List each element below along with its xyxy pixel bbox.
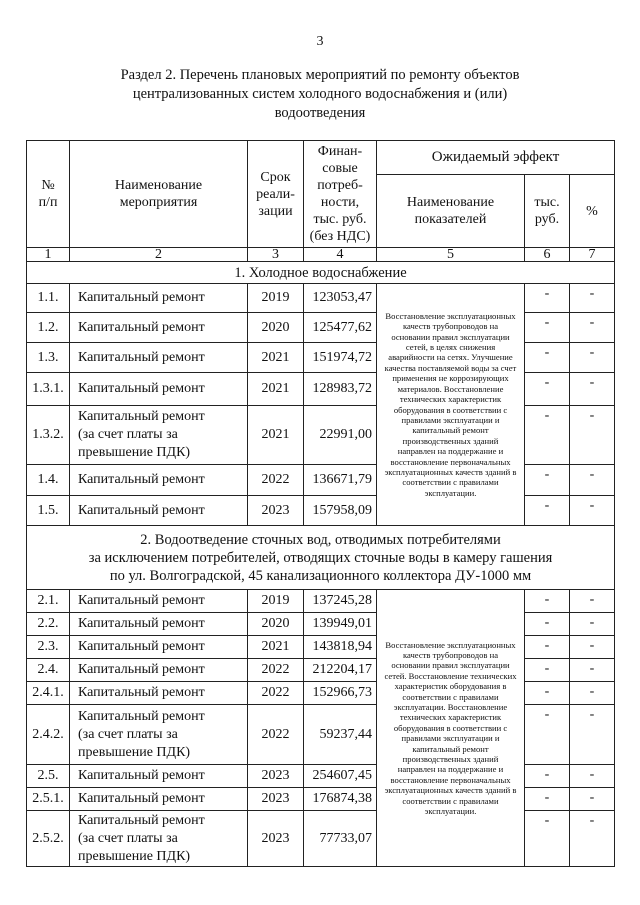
row-percent: - (570, 788, 615, 811)
header-percent: % (570, 175, 615, 248)
row-amount: 176874,38 (304, 788, 377, 811)
row-name: Капитальный ремонт (70, 496, 248, 526)
row-number: 1.5. (27, 496, 70, 526)
row-thous: - (525, 636, 570, 659)
table-row (27, 613, 615, 636)
col-number: 3 (248, 248, 304, 262)
table-row (27, 284, 615, 313)
row-name: Капитальный ремонт (70, 284, 248, 313)
section-title-line-1: Раздел 2. Перечень плановых мероприятий по ремонту объектов (120, 67, 520, 83)
row-amount: 152966,73 (304, 682, 377, 705)
row-number: 2.5.2. (27, 811, 70, 867)
section-2-title (27, 526, 615, 590)
row-year: 2021 (248, 343, 304, 373)
col-number: 4 (304, 248, 377, 262)
row-percent: - (570, 659, 615, 682)
section-title-line-3: водоотведения (274, 105, 366, 121)
row-amount: 59237,44 (304, 705, 377, 765)
row-name: Капитальный ремонт (70, 788, 248, 811)
row-thous: - (525, 659, 570, 682)
row-percent: - (570, 343, 615, 373)
table-row (27, 659, 615, 682)
row-number: 2.4.2. (27, 705, 70, 765)
row-name: Капитальный ремонт (70, 590, 248, 613)
row-name: Капитальный ремонт (70, 343, 248, 373)
row-percent: - (570, 465, 615, 496)
row-number: 2.5. (27, 765, 70, 788)
row-thous: - (525, 284, 570, 313)
row-amount: 137245,28 (304, 590, 377, 613)
row-thous: - (525, 465, 570, 496)
row-amount: 212204,17 (304, 659, 377, 682)
header-name: Наименование мероприятия (70, 141, 248, 248)
row-amount: 151974,72 (304, 343, 377, 373)
row-number: 1.3.1. (27, 373, 70, 406)
table-row (27, 682, 615, 705)
row-number: 1.3.2. (27, 406, 70, 465)
table-row (27, 765, 615, 788)
row-number: 2.2. (27, 613, 70, 636)
row-percent: - (570, 313, 615, 343)
row-name: Капитальный ремонт (за счет платы за превышение ПДК) (70, 811, 248, 867)
table-row (27, 406, 615, 465)
col-number: 7 (570, 248, 615, 262)
col-number: 6 (525, 248, 570, 262)
row-thous: - (525, 613, 570, 636)
row-year: 2022 (248, 659, 304, 682)
row-year: 2023 (248, 765, 304, 788)
section-title (80, 66, 560, 123)
header-thous: тыс. руб. (525, 175, 570, 248)
row-thous: - (525, 765, 570, 788)
row-number: 2.1. (27, 590, 70, 613)
table-row (27, 705, 615, 765)
table-row (27, 343, 615, 373)
table-row (27, 590, 615, 613)
row-year: 2020 (248, 613, 304, 636)
row-percent: - (570, 284, 615, 313)
row-thous: - (525, 590, 570, 613)
col-number: 2 (70, 248, 248, 262)
row-amount: 157958,09 (304, 496, 377, 526)
table-row (27, 636, 615, 659)
row-percent: - (570, 406, 615, 465)
row-amount: 254607,45 (304, 765, 377, 788)
section-1-effect-text: Восстановление эксплуатационных качеств трубопроводов на основании правил эксплуатации сетей, в целях снижения аварийности на сетях. Улучшение качества поставляемой воды за счет применения не коррозирующих материалов. Восстановление технических характеристик оборудования в соответствии с правилами эксплуатации и капитальный ремонт производственных зданий направлен на поддержание и восстановление первоначальных эксплуатационных качеств зданий в соответствии с правилами эксплуатации. (377, 284, 525, 526)
row-percent: - (570, 682, 615, 705)
row-amount: 139949,01 (304, 613, 377, 636)
row-year: 2020 (248, 313, 304, 343)
row-number: 1.4. (27, 465, 70, 496)
row-name: Капитальный ремонт (70, 682, 248, 705)
row-thous: - (525, 313, 570, 343)
row-thous: - (525, 788, 570, 811)
column-numbers-row (27, 248, 615, 262)
row-thous: - (525, 682, 570, 705)
row-number: 1.1. (27, 284, 70, 313)
row-year: 2022 (248, 705, 304, 765)
row-year: 2022 (248, 465, 304, 496)
header-term: Срок реали- зации (248, 141, 304, 248)
row-thous: - (525, 373, 570, 406)
col-number: 5 (377, 248, 525, 262)
row-percent: - (570, 705, 615, 765)
row-percent: - (570, 496, 615, 526)
row-number: 2.4.1. (27, 682, 70, 705)
section-1-title: 1. Холодное водоснабжение (27, 262, 615, 284)
row-thous: - (525, 496, 570, 526)
row-year: 2021 (248, 373, 304, 406)
section-2-title-line-1: 2. Водоотведение сточных вод, отводимых потребителями (140, 531, 501, 548)
row-percent: - (570, 811, 615, 867)
row-number: 2.5.1. (27, 788, 70, 811)
table-row (27, 313, 615, 343)
header-finance: Финан- совые потреб- ности, тыс. руб. (без НДС) (304, 141, 377, 248)
row-thous: - (525, 343, 570, 373)
section-2-title-line-3: по ул. Волгоградской, 45 канализационного коллектора ДУ-1000 мм (109, 567, 532, 584)
row-name: Капитальный ремонт (70, 465, 248, 496)
row-number: 2.3. (27, 636, 70, 659)
header-indicator: Наименование показателей (377, 175, 525, 248)
row-amount: 125477,62 (304, 313, 377, 343)
row-amount: 123053,47 (304, 284, 377, 313)
row-year: 2023 (248, 496, 304, 526)
row-name: Капитальный ремонт (70, 636, 248, 659)
row-year: 2019 (248, 284, 304, 313)
row-percent: - (570, 373, 615, 406)
row-name: Капитальный ремонт (70, 765, 248, 788)
row-year: 2019 (248, 590, 304, 613)
row-amount: 77733,07 (304, 811, 377, 867)
row-number: 2.4. (27, 659, 70, 682)
row-percent: - (570, 613, 615, 636)
row-number: 1.3. (27, 343, 70, 373)
measures-table (26, 140, 615, 867)
header-effect: Ожидаемый эффект (377, 141, 615, 175)
row-year: 2023 (248, 788, 304, 811)
row-name: Капитальный ремонт (70, 373, 248, 406)
row-amount: 128983,72 (304, 373, 377, 406)
section-2-title-line-2: за исключением потребителей, отводящих сточные воды в камеру гашения (88, 549, 553, 566)
header-num: № п/п (27, 141, 70, 248)
table-row (27, 811, 615, 867)
row-name: Капитальный ремонт (70, 613, 248, 636)
row-amount: 22991,00 (304, 406, 377, 465)
row-thous: - (525, 406, 570, 465)
row-percent: - (570, 636, 615, 659)
row-amount: 143818,94 (304, 636, 377, 659)
table-row (27, 373, 615, 406)
row-thous: - (525, 811, 570, 867)
page-number: 3 (316, 34, 324, 49)
col-number: 1 (27, 248, 70, 262)
row-percent: - (570, 590, 615, 613)
row-thous: - (525, 705, 570, 765)
row-year: 2023 (248, 811, 304, 867)
table-row (27, 496, 615, 526)
row-year: 2021 (248, 636, 304, 659)
section-title-line-2: централизованных систем холодного водоснабжения и (или) (132, 86, 508, 102)
row-name: Капитальный ремонт (за счет платы за превышение ПДК) (70, 406, 248, 465)
table-row (27, 465, 615, 496)
section-2-effect-text: Восстановление эксплуатационных качеств трубопроводов на основании правил эксплуатации сетей. Восстановление технических характеристик оборудования в соответствии с правилами эксплуатации. Восстановление технических характеристик оборудования в соответствии с правилами эксплуатации и капитальный ремонт производственных зданий направлен на поддержание и восстановление первоначальных эксплуатационных качеств зданий в соответствии с правилами эксплуатации. (377, 590, 525, 867)
row-percent: - (570, 765, 615, 788)
row-number: 1.2. (27, 313, 70, 343)
row-name: Капитальный ремонт (70, 313, 248, 343)
table-row (27, 788, 615, 811)
row-year: 2022 (248, 682, 304, 705)
row-name: Капитальный ремонт (70, 659, 248, 682)
row-amount: 136671,79 (304, 465, 377, 496)
row-name: Капитальный ремонт (за счет платы за превышение ПДК) (70, 705, 248, 765)
row-year: 2021 (248, 406, 304, 465)
